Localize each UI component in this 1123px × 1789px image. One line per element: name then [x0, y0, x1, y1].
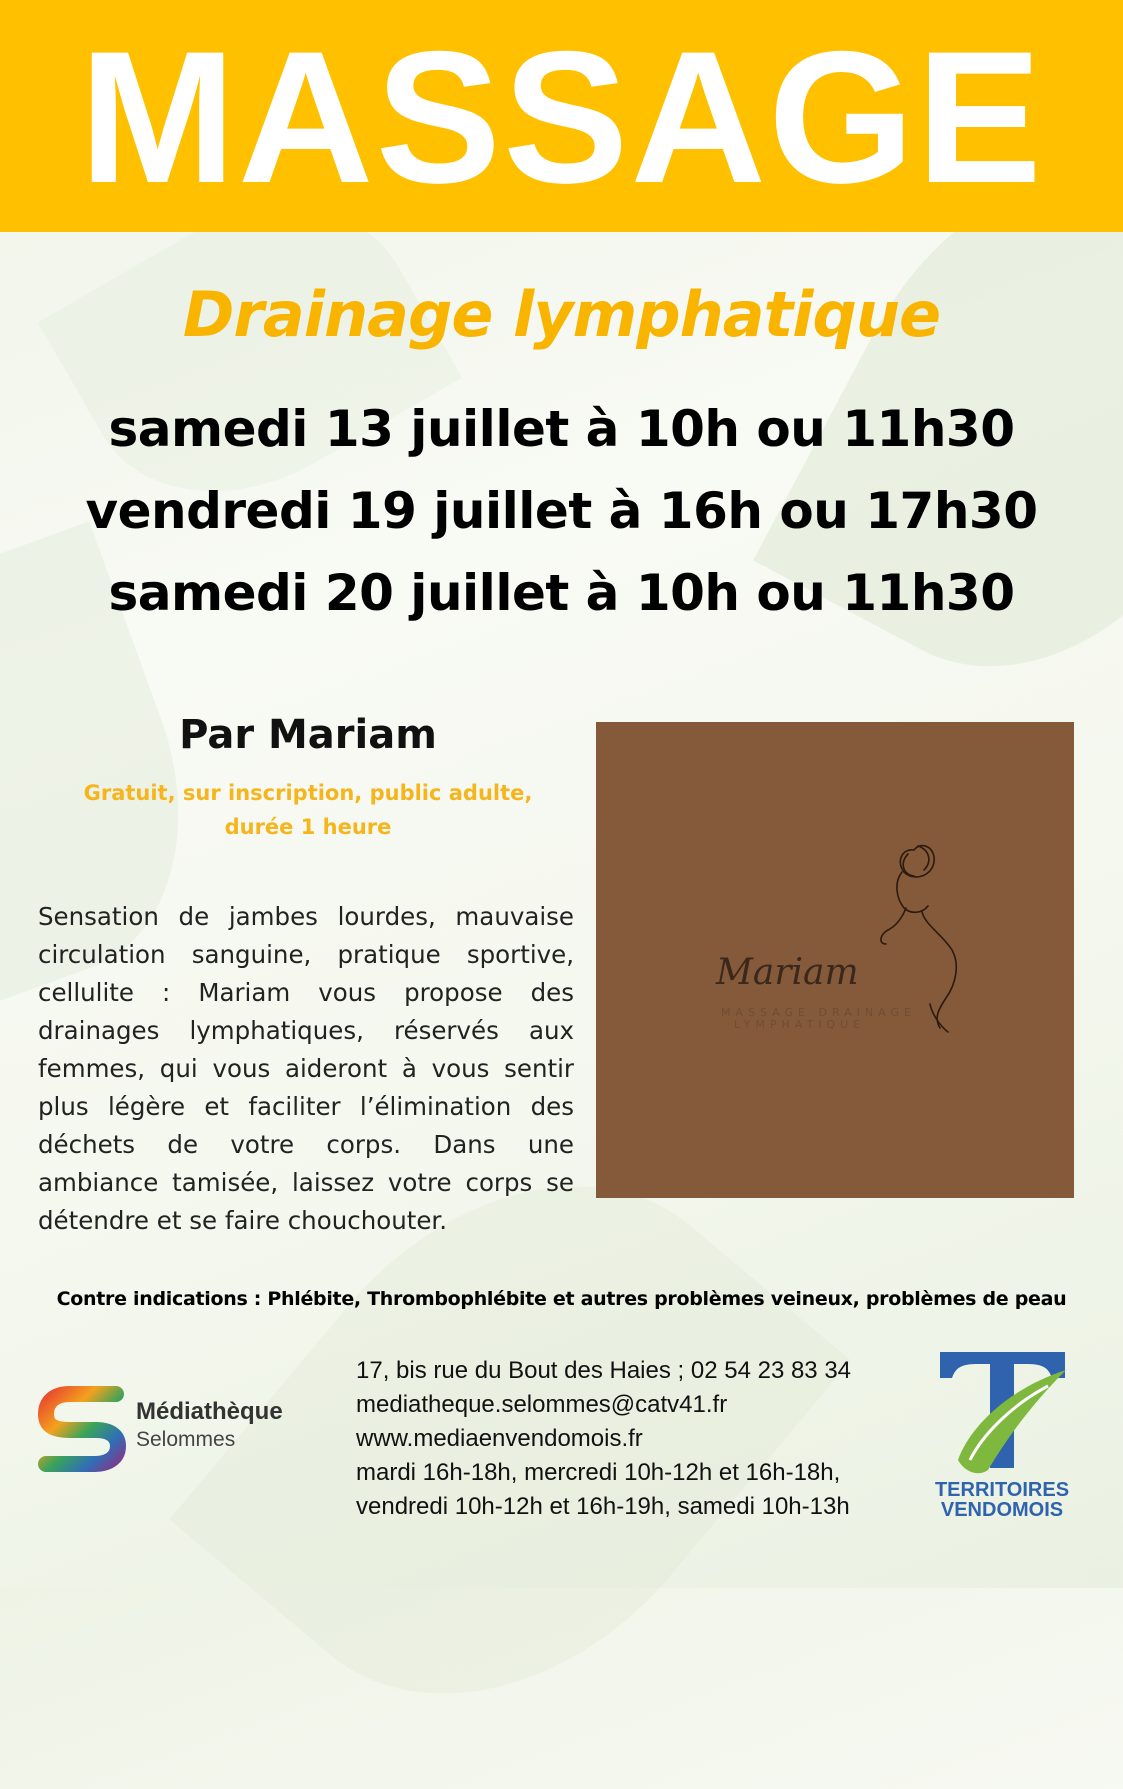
opening-hours: mardi 16h-18h, mercredi 10h-12h et 16h-18h, — [356, 1459, 841, 1486]
website-link[interactable]: www.mediaenvendomois.fr — [356, 1425, 643, 1452]
page-title: MASSAGE — [79, 12, 1044, 222]
address: 17, bis rue du Bout des Haies ; 02 54 23 83 34 — [356, 1357, 852, 1384]
session-date: samedi 20 juillet à 10h ou 11h30 — [108, 564, 1015, 622]
presenter-name: Par Mariam — [179, 712, 437, 758]
email-link[interactable]: mediatheque.selommes@catv41.fr — [356, 1391, 728, 1418]
territoires-vendomois-logo — [930, 1348, 1075, 1523]
mediatheque-logo-icon — [36, 1380, 131, 1475]
partner-line: VENDOMOIS — [940, 1499, 1064, 1521]
event-info — [38, 776, 578, 844]
opening-hours: vendredi 10h-12h et 16h-19h, samedi 10h-13h — [356, 1493, 850, 1520]
contact-info — [356, 1354, 851, 1524]
title-banner — [0, 0, 1123, 232]
logo-script: Mariam — [716, 952, 859, 993]
partner-line: TERRITOIRES — [934, 1479, 1070, 1501]
info-line: Gratuit, sur inscription, public adulte, — [83, 781, 533, 805]
subtitle: Drainage lymphatique — [182, 278, 941, 351]
contraindications: Contre indications : Phlébite, Thrombophlébite et autres problèmes veineux, problèmes de peau — [56, 1288, 1067, 1310]
description: Sensation de jambes lourdes, mauvaise circulation sanguine, pratique sportive, cellulite : Mariam vous propose des drainages lymphatiques, réservés aux femmes, qui vous aideront à vous sentir plus légère et faciliter l’élimination des déchets de votre corps. Dans une ambiance tamisée, laissez votre corps se détendre et se faire chouchouter. — [38, 902, 574, 1235]
woman-silhouette-icon — [596, 722, 1074, 1198]
session-dates — [0, 388, 1123, 634]
library-town: Selommes — [136, 1428, 236, 1451]
logo-line: LYMPHATIQUE — [734, 1018, 866, 1031]
info-line: durée 1 heure — [224, 815, 392, 839]
session-date: samedi 13 juillet à 10h ou 11h30 — [108, 400, 1015, 458]
mariam-logo-image — [596, 722, 1074, 1198]
session-date: vendredi 19 juillet à 16h ou 17h30 — [85, 482, 1038, 540]
logo-line: MASSAGE DRAINAGE — [721, 1006, 916, 1019]
library-name: Médiathèque — [136, 1398, 283, 1425]
